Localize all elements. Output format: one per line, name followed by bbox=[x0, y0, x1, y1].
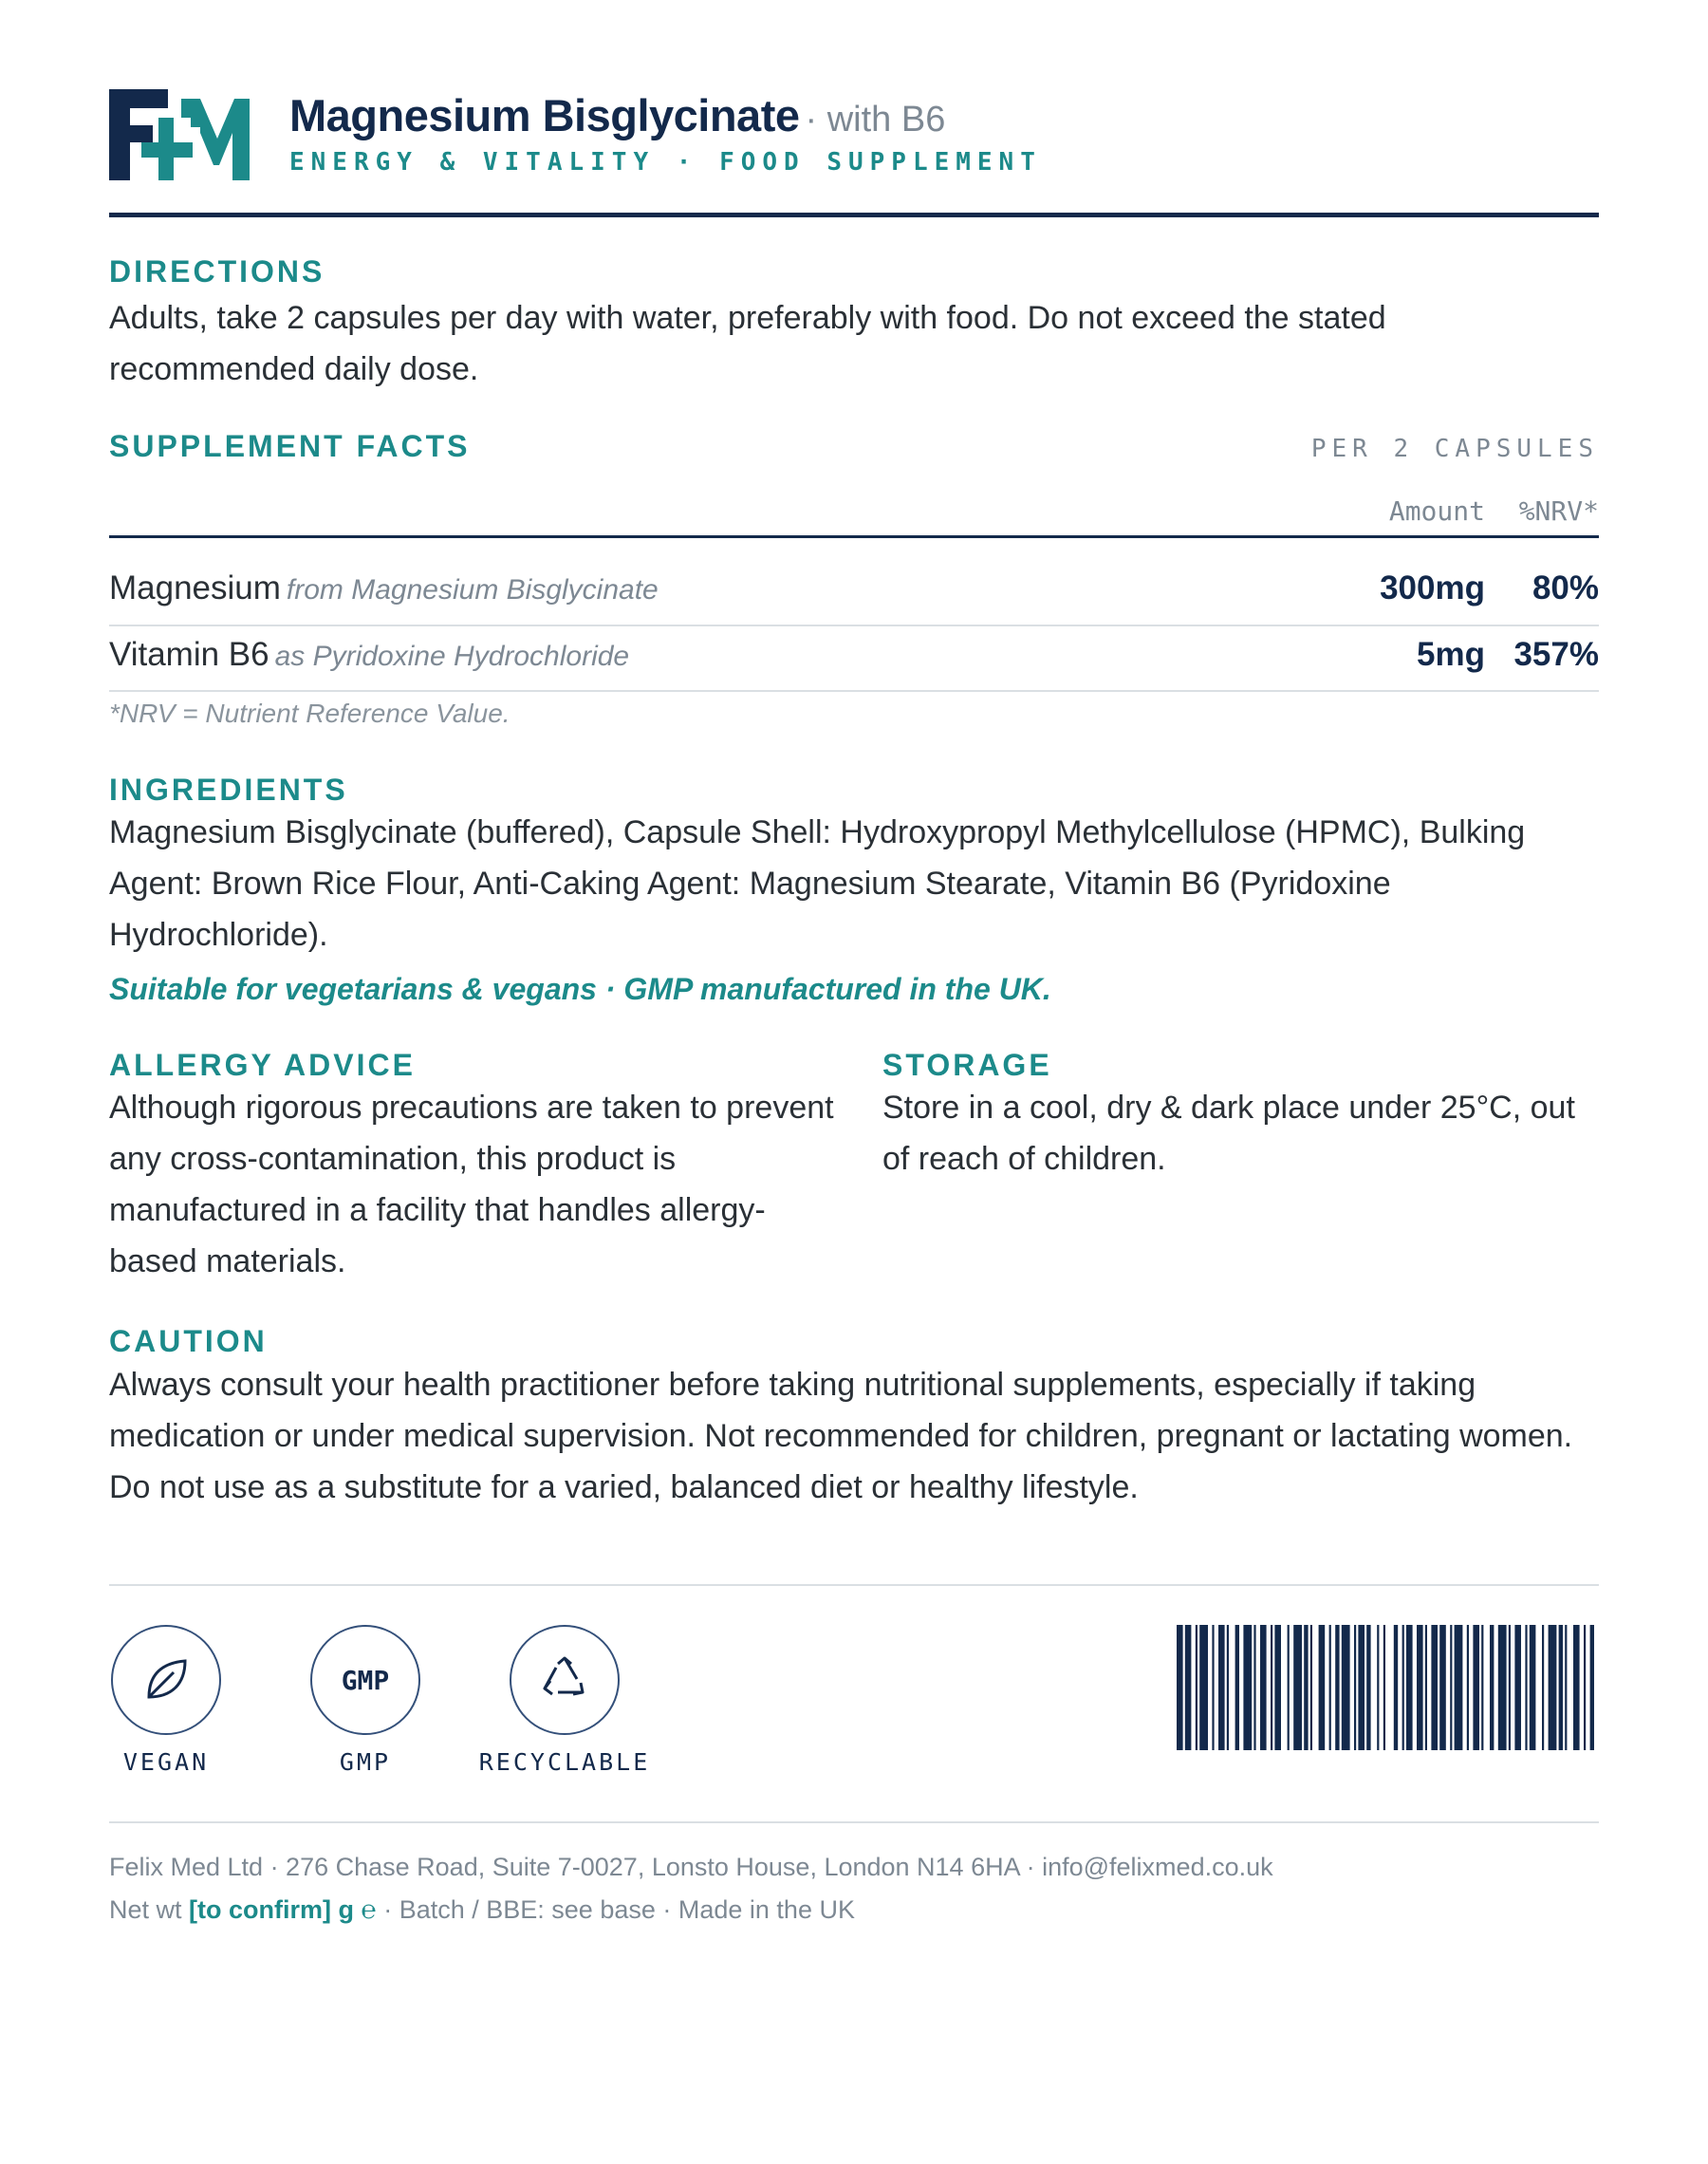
barcode-bar bbox=[1498, 1625, 1507, 1750]
directions-text: Adults, take 2 capsules per day with water, preferably with food. Do not exceed the stated recommended daily dose. bbox=[109, 300, 1386, 387]
caution-text: Always consult your health practitioner before taking nutritional supplements, especially if taking medication or under medical supervision. Not recommended for children, pregnant or lactating women. Do not use as a substitute for a varied, balanced diet or healthy lifestyle. bbox=[109, 1367, 1573, 1505]
nrv-column-header: %NRV* bbox=[1518, 495, 1599, 527]
barcode-bar bbox=[1559, 1625, 1563, 1750]
barcode-bar bbox=[1490, 1625, 1494, 1750]
product-title: Magnesium Bisglycinate bbox=[289, 90, 800, 140]
barcode-bar bbox=[1590, 1625, 1594, 1750]
nutrient-amount: 5mg bbox=[1417, 636, 1485, 673]
nutrient-row-vitamin-b6 bbox=[109, 636, 629, 674]
gmp-label: GMP bbox=[339, 1748, 392, 1776]
barcode-bar bbox=[1199, 1625, 1208, 1750]
barcode-bar bbox=[1218, 1625, 1225, 1750]
barcode-bar bbox=[1417, 1625, 1423, 1750]
barcode-bar bbox=[1310, 1625, 1312, 1750]
storage-heading: STORAGE bbox=[882, 1048, 1052, 1082]
barcode-bar bbox=[1227, 1625, 1229, 1750]
header-divider bbox=[109, 213, 1599, 217]
product-tagline: ENERGY & VITALITY · FOOD SUPPLEMENT bbox=[289, 148, 1042, 177]
barcode-bar bbox=[1549, 1625, 1557, 1750]
barcode-bar bbox=[1509, 1625, 1511, 1750]
batch-info: · Batch / BBE: see base · Made in the UK bbox=[376, 1895, 855, 1924]
barcode-bar bbox=[1243, 1625, 1252, 1750]
nutrient-source: from Magnesium Bisglycinate bbox=[286, 574, 659, 606]
product-subtitle: · with B6 bbox=[805, 100, 946, 140]
barcode-bar bbox=[1406, 1625, 1413, 1750]
dietary-note: Suitable for vegetarians & vegans · GMP manufactured in the UK. bbox=[109, 972, 1051, 1006]
gmp-badge bbox=[310, 1625, 420, 1735]
caution-heading: CAUTION bbox=[109, 1324, 268, 1358]
ingredients-text: Magnesium Bisglycinate (buffered), Capsule Shell: Hydroxypropyl Methylcellulose (HPMC), Bulking Agent: Brown Rice Flour, Anti-Caking Agent: Magnesium Stearate, Vitamin B6 (Pyridoxine Hydrochloride). bbox=[109, 814, 1526, 953]
barcode-bar bbox=[1425, 1625, 1427, 1750]
barcode-bar bbox=[1304, 1625, 1308, 1750]
barcode-bar bbox=[1467, 1625, 1469, 1750]
barcode-bar bbox=[1542, 1625, 1544, 1750]
barcode-bar bbox=[1402, 1625, 1404, 1750]
nutrient-source: as Pyridoxine Hydrochloride bbox=[274, 641, 630, 672]
allergy-heading: ALLERGY ADVICE bbox=[109, 1048, 416, 1082]
vegan-badge bbox=[111, 1625, 221, 1735]
vegan-label: VEGAN bbox=[122, 1748, 210, 1776]
amount-column-header: Amount bbox=[1388, 495, 1485, 527]
nutrient-row-magnesium bbox=[109, 569, 659, 607]
barcode-bar bbox=[1212, 1625, 1214, 1750]
barcode-bar bbox=[1525, 1625, 1527, 1750]
barcode-bar bbox=[1473, 1625, 1479, 1750]
table-row-divider bbox=[109, 690, 1599, 692]
barcode-bar bbox=[1455, 1625, 1463, 1750]
barcode-bar bbox=[1584, 1625, 1586, 1750]
barcode-bar bbox=[1177, 1625, 1183, 1750]
recycle-icon bbox=[535, 1651, 594, 1709]
label-header bbox=[109, 85, 1599, 216]
recyclable-badge bbox=[510, 1625, 620, 1735]
nutrient-nrv: 357% bbox=[1513, 636, 1599, 673]
section-divider bbox=[109, 1584, 1599, 1586]
barcode-bar bbox=[1358, 1625, 1365, 1750]
nutrient-name: Magnesium bbox=[109, 569, 281, 606]
barcode-bar bbox=[1271, 1625, 1272, 1750]
brand-logo bbox=[109, 89, 250, 180]
table-row-divider bbox=[109, 625, 1599, 626]
barcode-bar bbox=[1260, 1625, 1267, 1750]
ingredients-heading: INGREDIENTS bbox=[109, 773, 348, 807]
barcode-bar bbox=[1565, 1625, 1567, 1750]
barcode-bar bbox=[1319, 1625, 1326, 1750]
barcode-bar bbox=[1274, 1625, 1281, 1750]
supplement-facts-heading: SUPPLEMENT FACTS bbox=[109, 429, 471, 463]
leaf-icon bbox=[138, 1651, 195, 1708]
barcode-bar bbox=[1481, 1625, 1483, 1750]
net-weight-prefix: Net wt bbox=[109, 1895, 190, 1924]
barcode-bar bbox=[1530, 1625, 1536, 1750]
barcode-bar bbox=[1573, 1625, 1580, 1750]
barcode-bar bbox=[1196, 1625, 1197, 1750]
barcode bbox=[1177, 1625, 1599, 1750]
net-weight-line bbox=[109, 1895, 855, 1925]
company-address: Felix Med Ltd · 276 Chase Road, Suite 7-0027, Lonsto House, London N14 6HA · info@felixmed.co.uk bbox=[109, 1853, 1273, 1881]
barcode-bar bbox=[1293, 1625, 1302, 1750]
barcode-bar bbox=[1335, 1625, 1339, 1750]
gmp-mark: GMP bbox=[341, 1664, 390, 1696]
barcode-bar bbox=[1288, 1625, 1290, 1750]
directions-heading: DIRECTIONS bbox=[109, 254, 325, 289]
nutrient-nrv: 80% bbox=[1532, 569, 1599, 606]
recyclable-label: RECYCLABLE bbox=[478, 1748, 651, 1776]
barcode-bar bbox=[1394, 1625, 1398, 1750]
net-weight-value: [to confirm] g ℮ bbox=[189, 1895, 377, 1924]
barcode-bar bbox=[1450, 1625, 1452, 1750]
barcode-bar bbox=[1383, 1625, 1385, 1750]
barcode-bar bbox=[1366, 1625, 1370, 1750]
barcode-bar bbox=[1342, 1625, 1350, 1750]
allergy-text: Although rigorous precautions are taken to prevent any cross-contamination, this product is manufactured in a facility that handles allergy-based materials. bbox=[109, 1090, 834, 1279]
label-page bbox=[109, 0, 1599, 2164]
barcode-bar bbox=[1185, 1625, 1192, 1750]
nrv-footnote: *NRV = Nutrient Reference Value. bbox=[109, 699, 511, 728]
barcode-bar bbox=[1431, 1625, 1438, 1750]
nutrient-amount: 300mg bbox=[1380, 569, 1485, 606]
footer-divider bbox=[109, 1821, 1599, 1823]
barcode-bar bbox=[1377, 1625, 1379, 1750]
table-divider bbox=[109, 535, 1599, 538]
barcode-bar bbox=[1439, 1625, 1446, 1750]
serving-size: PER 2 CAPSULES bbox=[1310, 435, 1599, 463]
barcode-bar bbox=[1514, 1625, 1521, 1750]
barcode-bar bbox=[1235, 1625, 1239, 1750]
storage-text: Store in a cool, dry & dark place under 25°C, out of reach of children. bbox=[882, 1090, 1575, 1177]
barcode-bar bbox=[1253, 1625, 1255, 1750]
barcode-bar bbox=[1354, 1625, 1356, 1750]
barcode-bar bbox=[1329, 1625, 1331, 1750]
nutrient-name: Vitamin B6 bbox=[109, 636, 269, 673]
